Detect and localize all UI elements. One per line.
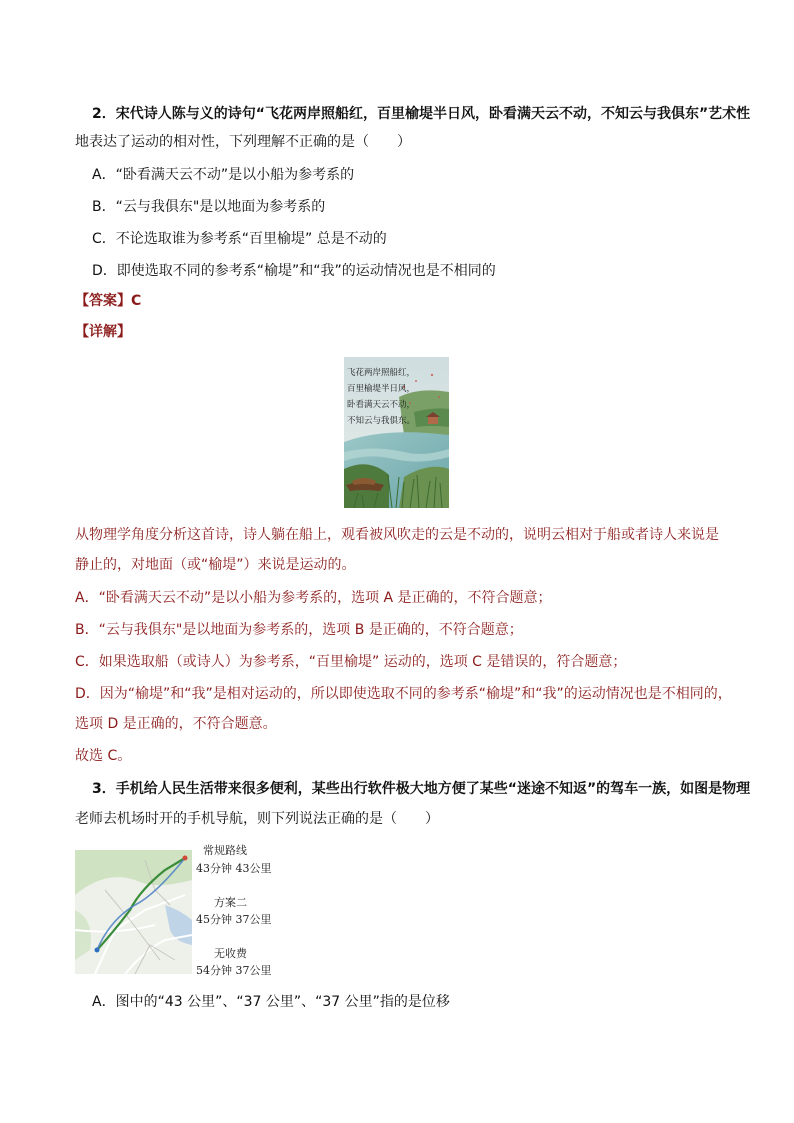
route-2-name: 方案二 <box>214 896 247 909</box>
q2-option-b: B．“云与我俱东"是以地面为参考系的 <box>92 199 326 215</box>
conclusion: 故选 C。 <box>75 748 132 764</box>
route-1-stats: 43分钟 43公里 <box>196 862 272 875</box>
poem-line-4: 不知云与我俱东。 <box>347 416 416 426</box>
route-2-stats: 45分钟 37公里 <box>196 913 272 926</box>
explain-d2: 选项 D 是正确的，不符合题意。 <box>75 716 277 732</box>
explain-b: B．“云与我俱东"是以地面为参考系的，选项 B 是正确的，不符合题意； <box>75 622 523 638</box>
q3-stem-line2: 老师去机场时开的手机导航，则下列说法正确的是（ ） <box>75 811 439 827</box>
navigation-map <box>75 850 192 974</box>
route-map-graphic <box>75 850 192 974</box>
answer-row <box>75 291 141 311</box>
route-3-stats: 54分钟 37公里 <box>196 964 272 977</box>
answer-value: C <box>131 293 142 309</box>
route-1-name: 常规路线 <box>203 844 247 857</box>
poem-line-3: 卧看满天云不动， <box>347 400 416 410</box>
poem-illustration <box>344 357 449 508</box>
poem-line-1: 飞花两岸照船红， <box>347 368 416 378</box>
q2-stem-line1: 2．宋代诗人陈与义的诗句“飞花两岸照船红，百里榆堤半日风，卧看满天云不动，不知云与我俱东”艺术性 <box>92 106 751 122</box>
q3-stem-line1: 3．手机给人民生活带来很多便利，某些出行软件极大地方便了某些“迷途不知返”的驾车一族，如图是物理 <box>92 781 751 797</box>
detail-label: 【详解】 <box>75 324 131 340</box>
q2-option-c: C．不论选取谁为参考系“百里榆堤” 总是不动的 <box>92 231 387 247</box>
q2-stem-line2: 地表达了运动的相对性，下列理解不正确的是（ ） <box>75 134 411 150</box>
explain-line1: 从物理学角度分析这首诗，诗人躺在船上，观看被风吹走的云是不动的，说明云相对于船或者诗人来说是 <box>75 527 719 543</box>
poem-text <box>347 365 415 429</box>
explain-c: C．如果选取船（或诗人）为参考系，“百里榆堤” 运动的，选项 C 是错误的，符合题意； <box>75 654 627 670</box>
explain-d1: D．因为“榆堤”和“我”是相对运动的，所以即使选取不同的参考系“榆堤”和“我”的运动情况也是不相同的， <box>75 686 732 702</box>
explain-a: A．“卧看满天云不动”是以小船为参考系的，选项 A 是正确的，不符合题意； <box>75 590 552 606</box>
poem-line-2: 百里榆堤半日风， <box>347 384 416 394</box>
q3-option-a: A．图中的“43 公里”、“37 公里”、“37 公里”指的是位移 <box>92 994 450 1010</box>
q2-option-d: D．即使选取不同的参考系“榆堤”和“我”的运动情况也是不相同的 <box>92 263 496 279</box>
q2-option-a: A．“卧看满天云不动”是以小船为参考系的 <box>92 167 355 183</box>
answer-label: 【答案】 <box>75 293 131 309</box>
route-3-name: 无收费 <box>214 947 247 960</box>
explain-line2: 静止的，对地面（或“榆堤”）来说是运动的。 <box>75 557 356 573</box>
